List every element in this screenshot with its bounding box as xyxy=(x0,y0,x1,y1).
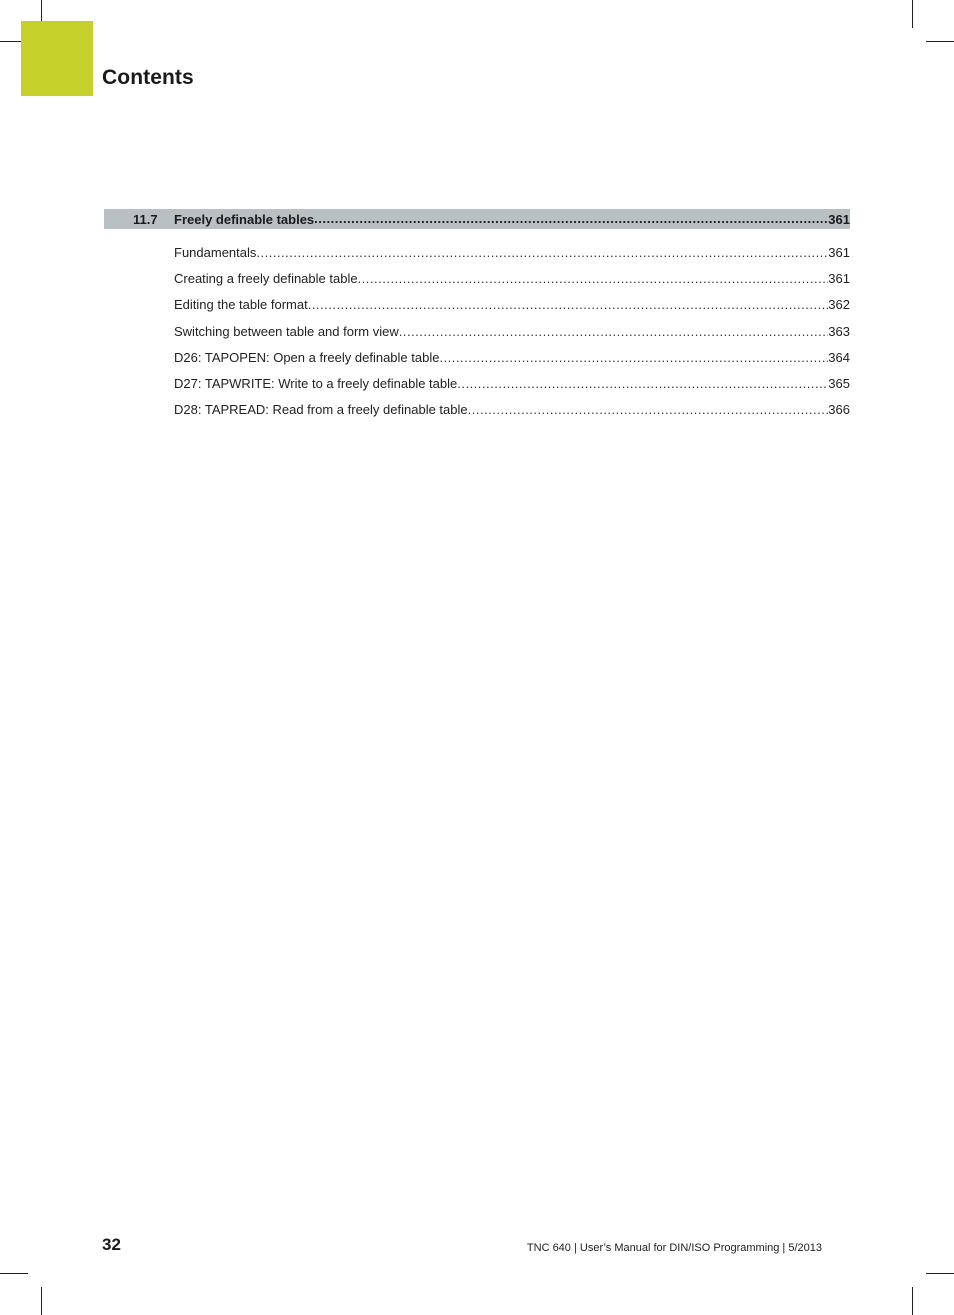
crop-mark-bottom-left-horizontal xyxy=(0,1273,28,1274)
toc-entry[interactable] xyxy=(174,376,850,402)
toc-entry[interactable] xyxy=(174,402,850,428)
dot-leader xyxy=(256,245,828,260)
toc-entry[interactable] xyxy=(174,271,850,297)
crop-mark-top-right-horizontal xyxy=(926,41,954,42)
toc-entry-title: D28: TAPREAD: Read from a freely definable table xyxy=(174,402,468,418)
toc-entry-page: 361 xyxy=(828,271,850,287)
toc-entry[interactable] xyxy=(174,245,850,271)
toc-entry[interactable] xyxy=(174,350,850,376)
toc-entry-title: Editing the table format xyxy=(174,297,308,313)
section-title: Freely definable tables xyxy=(174,211,315,227)
page-title: Contents xyxy=(102,66,194,89)
dot-leader xyxy=(308,297,829,312)
toc-entry-page: 363 xyxy=(828,323,850,339)
toc-entry-title: Switching between table and form view xyxy=(174,323,399,339)
toc-entries-list xyxy=(174,245,850,428)
crop-mark-bottom-right-vertical xyxy=(912,1287,913,1315)
toc-entry-title: D27: TAPWRITE: Write to a freely definable table xyxy=(174,375,458,391)
toc-entry-title: Fundamentals xyxy=(174,245,257,260)
toc-entry[interactable] xyxy=(174,324,850,350)
toc-entry-page: 365 xyxy=(828,375,850,391)
dot-leader xyxy=(314,211,828,227)
toc-entry-page: 362 xyxy=(828,297,850,313)
toc-section-heading[interactable] xyxy=(104,209,850,229)
toc-entry-title: Creating a freely definable table xyxy=(174,271,358,287)
toc-entry-page: 366 xyxy=(828,402,850,418)
footer-page-number: 32 xyxy=(102,1235,121,1254)
dot-leader xyxy=(358,271,829,286)
section-number: 11.7 xyxy=(133,211,158,227)
dot-leader xyxy=(468,402,829,417)
toc-entry-page: 361 xyxy=(828,245,850,260)
section-page-number: 361 xyxy=(828,211,850,227)
dot-leader xyxy=(439,350,828,365)
toc-entry-page: 364 xyxy=(828,349,850,365)
crop-mark-bottom-right-horizontal xyxy=(926,1273,954,1274)
chapter-accent-block xyxy=(21,21,93,96)
dot-leader xyxy=(399,324,829,339)
toc-entry[interactable] xyxy=(174,297,850,323)
crop-mark-bottom-left-vertical xyxy=(41,1287,42,1315)
toc-entry-title: D26: TAPOPEN: Open a freely definable table xyxy=(174,349,440,365)
footer-publication-info: TNC 640 | User’s Manual for DIN/ISO Programming | 5/2013 xyxy=(526,1242,822,1254)
crop-mark-top-right-vertical xyxy=(912,0,913,28)
dot-leader xyxy=(457,376,828,391)
